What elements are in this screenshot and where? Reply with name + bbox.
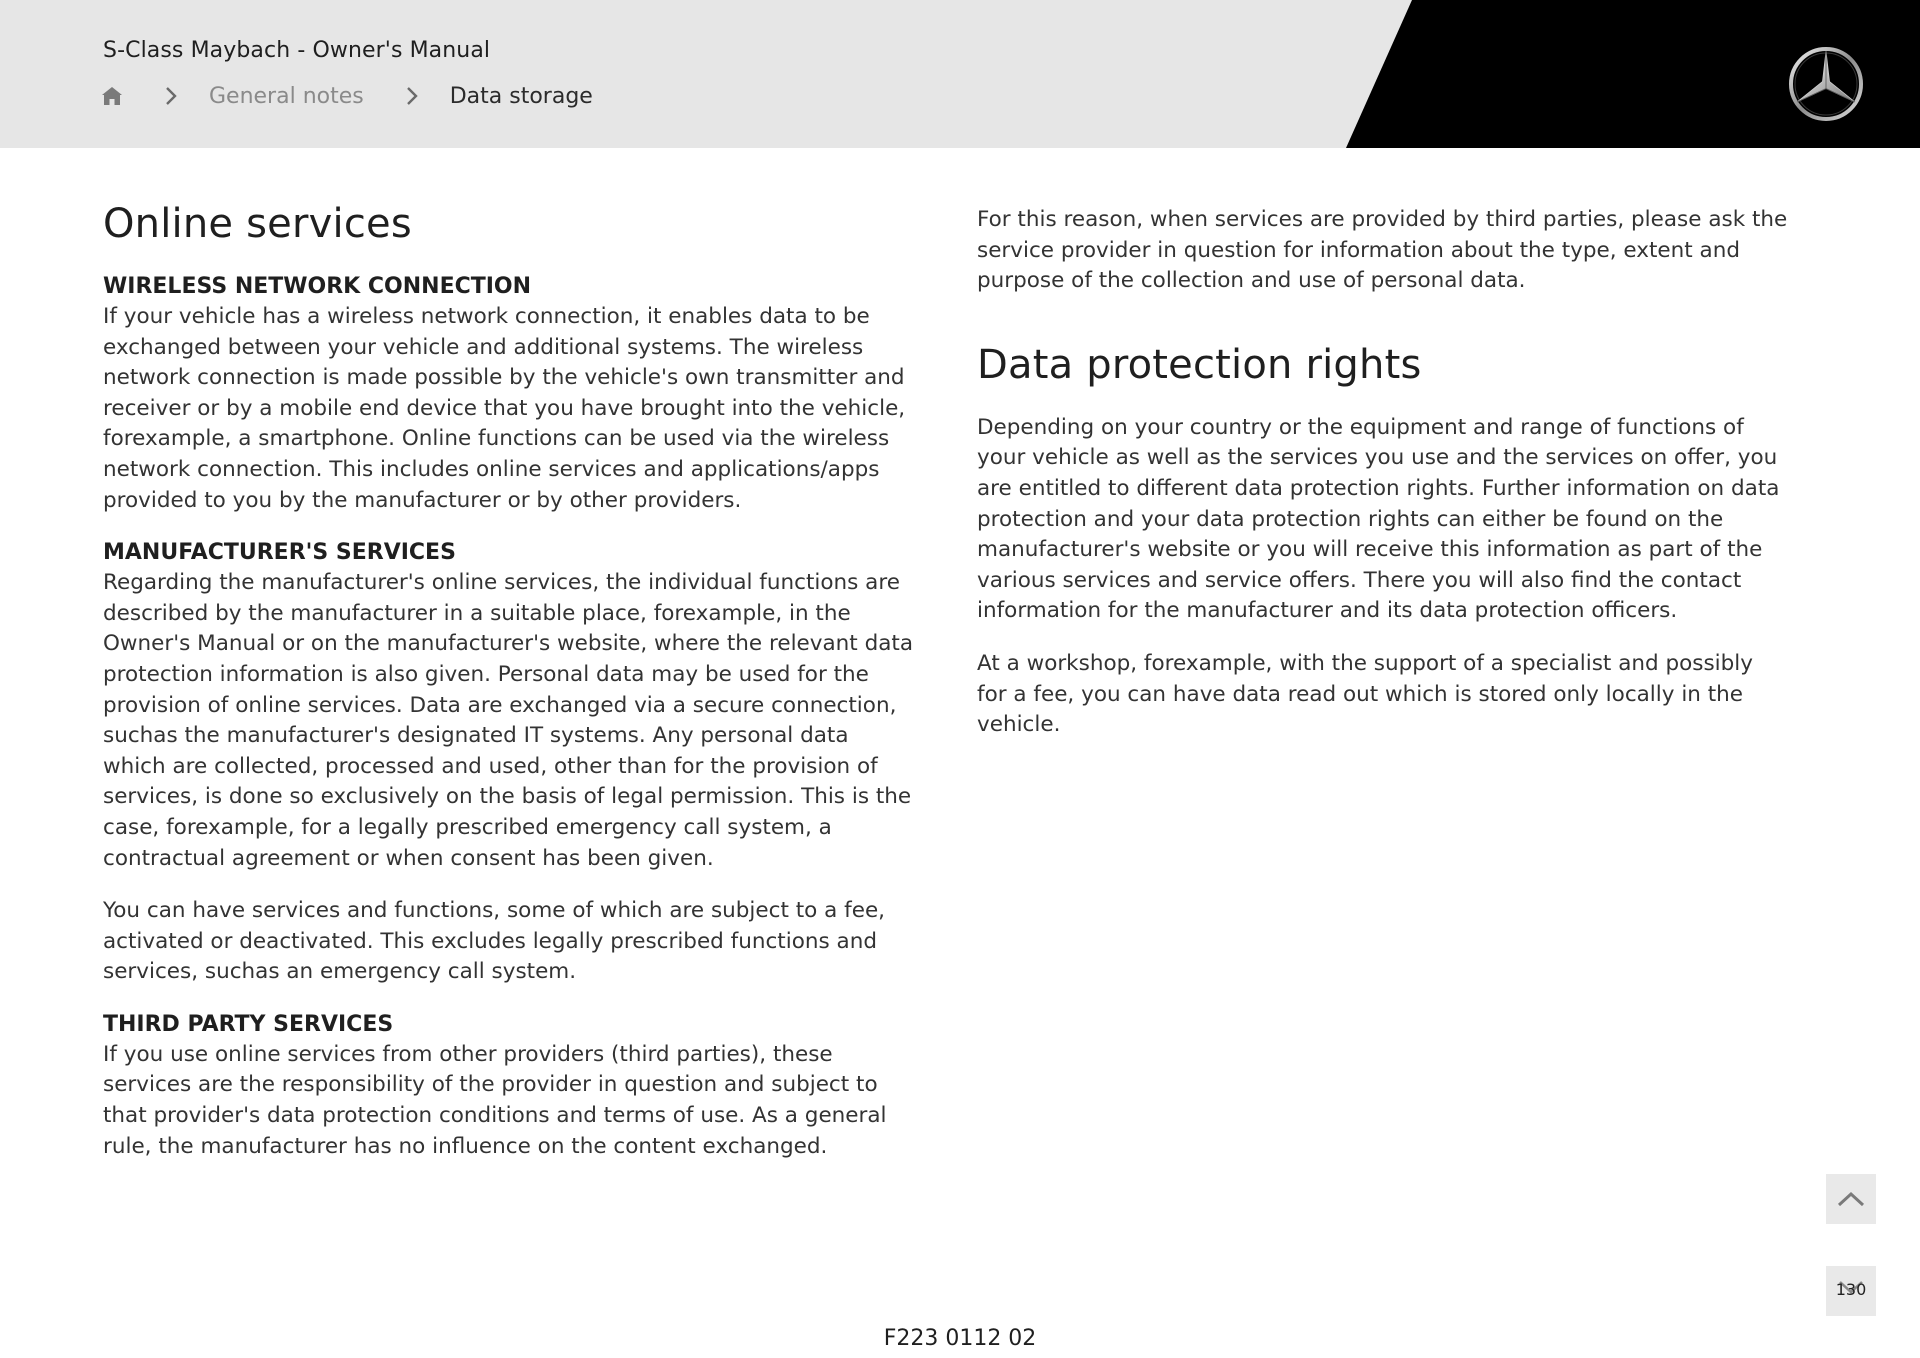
scroll-down-button[interactable]: [1826, 1266, 1876, 1316]
page-header: [0, 0, 1920, 148]
right-column: [977, 205, 1789, 763]
three-pointed-star-logo: [1786, 44, 1866, 124]
breadcrumb-item-general-notes[interactable]: General notes: [209, 83, 364, 109]
left-column: [103, 200, 915, 1184]
breadcrumb-item-data-storage: Data storage: [449, 83, 593, 109]
paragraph: For this reason, when services are provided by third parties, please ask the service provider in question for information about the type, extent and purpose of the collection and use of personal data.: [977, 207, 1788, 294]
section-title-data-protection-rights: Data protection rights: [977, 341, 1422, 388]
paragraph: If your vehicle has a wireless network connection, it enables data to be exchanged between your vehicle and additional systems. The wireless network connection is made possible by the vehicle's own transmitter and receiver or by a mobile end device that you have brought into the vehicle, forexample, a smartphone. Online functions can be used via the wireless network connection. This includes online services and applications/apps provided to you by the manufacturer or by other providers.: [103, 304, 906, 513]
paragraph: Depending on your country or the equipment and range of functions of your vehicle as well as the services you use and the services on offer, you are entitled to different data protection rights. Further information on data protection and your data protection rights can either be found on the manufacturer's website or you will receive this information as part of the various services and service offers. There you will also find the contact information for the manufacturer and its data protection officers.: [977, 414, 1780, 624]
page-number: 130: [1835, 1280, 1867, 1299]
document-code: F223 0112 02: [883, 1326, 1037, 1351]
subheading-manufacturers-services: MANUFACTURER'S SERVICES: [103, 540, 456, 566]
paragraph: If you use online services from other providers (third parties), these services are the responsibility of the provider in question and subject to that provider's data protection conditions and terms of use. As a general rule, the manufacturer has no influence on the content exchanged.: [103, 1041, 887, 1159]
chevron-right-icon: [163, 85, 179, 107]
scroll-up-button[interactable]: [1826, 1174, 1876, 1224]
subheading-wireless-network: WIRELESS NETWORK CONNECTION: [103, 274, 532, 299]
home-icon[interactable]: [101, 85, 123, 107]
breadcrumb: [101, 80, 593, 112]
section-title-online-services: Online services: [103, 201, 412, 247]
chevron-right-icon: [404, 85, 420, 107]
paragraph: Regarding the manufacturer's online services, the individual functions are described by the manufacturer in a suitable place, forexample, in the Owner's Manual or on the manufacturer's website, where the relevant data protection information is also given. Personal data may be used for the provision of online services. Data are exchanged via a secure connection, suchas the manufacturer's designated IT systems. Any personal data which are collected, processed and used, other than for the provision of services, is done so exclusively on the basis of legal permission. This is the case, forexample, for a legally prescribed emergency call system, a contractual agreement or when consent has been given.: [103, 570, 913, 871]
paragraph: At a workshop, forexample, with the support of a specialist and possibly for a fee, you can have data read out which is stored only locally in the vehicle.: [977, 650, 1754, 738]
manual-title: S-Class Maybach - Owner's Manual: [103, 38, 491, 63]
subheading-third-party-services: THIRD PARTY SERVICES: [103, 1011, 394, 1037]
paragraph: You can have services and functions, some of which are subject to a fee, activated or deactivated. This excludes legally prescribed functions and services, suchas an emergency call system.: [103, 898, 885, 985]
chevron-up-icon: [1836, 1190, 1866, 1208]
